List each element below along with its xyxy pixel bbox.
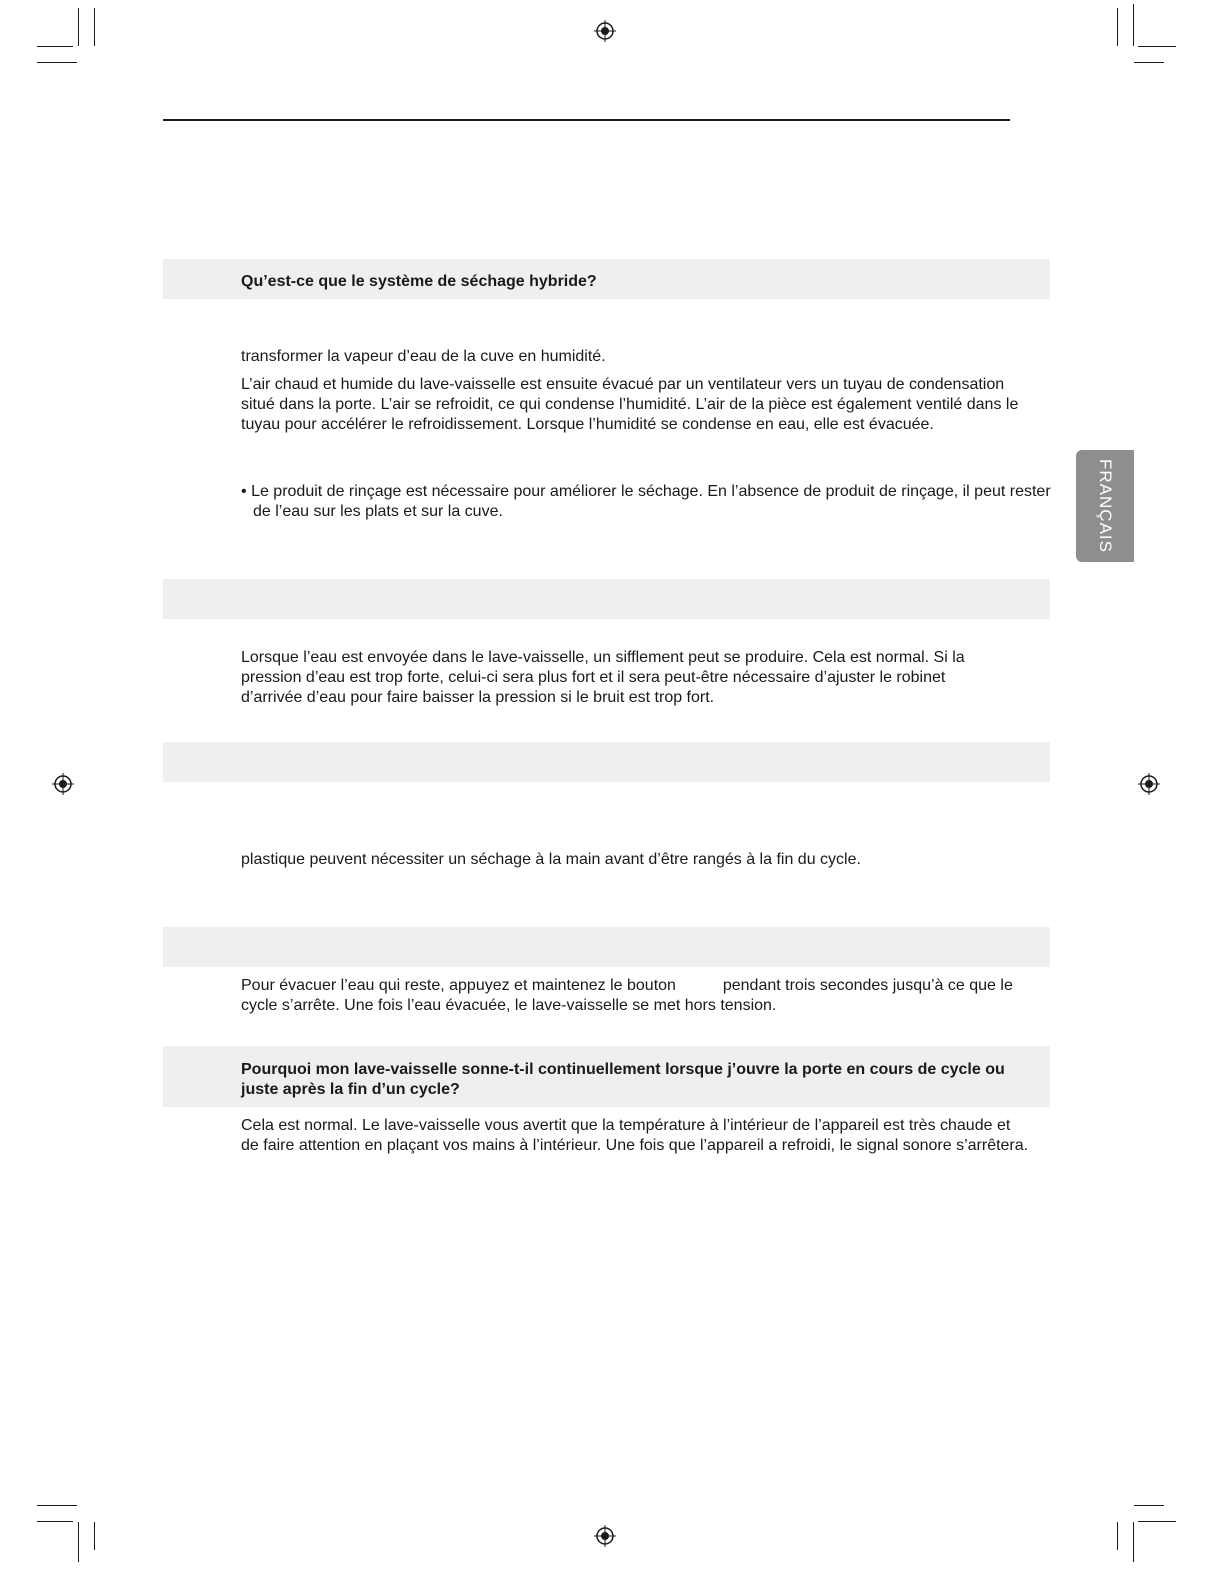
crop-mark: [1117, 8, 1118, 46]
crop-mark: [1134, 1505, 1164, 1506]
question-band-drain: [163, 927, 1050, 967]
crop-mark: [37, 1505, 77, 1506]
crop-mark: [78, 8, 79, 46]
crop-mark: [1133, 4, 1134, 46]
answer-noise-p1: Lorsque l’eau est envoyée dans le lave-vaisselle, un sifflement peut se produire. Cela est normal. Si la pression d’eau est trop forte, celui-ci sera plus fort et il sera peut-être nécessaire d’ajuster le robinet d’arrivée d’eau pour faire baisser la pression si le bruit est trop fort.: [241, 649, 965, 706]
question-beeping: Pourquoi mon lave-vaisselle sonne-t-il continuellement lorsque j’ouvre la porte en cours de cycle ou juste après la fin d’un cycle?: [241, 1061, 1005, 1098]
registration-mark-icon: [52, 773, 74, 795]
answer-drain-p1: [241, 976, 1031, 1016]
question-band-plastic: [163, 742, 1050, 782]
answer-plastic-p1: plastique peuvent nécessiter un séchage à la main avant d’être rangés à la fin du cycle.: [241, 851, 861, 868]
crop-mark: [1138, 1521, 1176, 1522]
drain-text-after: pendant trois secondes jusqu’à ce que le cycle s’arrête. Une fois l’eau évacuée, le lave-vaisselle se met hors tension.: [241, 977, 1013, 1014]
crop-mark: [94, 8, 95, 46]
registration-mark-icon: [594, 1525, 616, 1547]
answer-hybrid-p1: transformer la vapeur d’eau de la cuve en humidité.: [241, 348, 606, 365]
crop-mark: [1134, 62, 1164, 63]
answer-beep-p1: Cela est normal. Le lave-vaisselle vous avertit que la température à l’intérieur de l’appareil est très chaude et de faire attention en plaçant vos mains à l’intérieur. Une fois que l’appareil a refroidi, le signal sonore s’arrêtera.: [241, 1117, 1029, 1154]
registration-mark-icon: [594, 20, 616, 42]
drain-text-before: Pour évacuer l’eau qui reste, appuyez et maintenez le bouton: [241, 977, 676, 994]
crop-mark: [37, 46, 73, 47]
crop-mark: [1117, 1522, 1118, 1550]
answer-hybrid-p2: L’air chaud et humide du lave-vaisselle est ensuite évacué par un ventilateur vers un tuyau de condensation situé dans la porte. L’air se refroidit, ce qui condense l’humidité. L’air de la pièce est également ventilé dans le tuyau pour accélérer le refroidissement. Lorsque l’humidité se condense en eau, elle est évacuée.: [241, 376, 1019, 433]
bullet-symbol: •: [241, 483, 247, 500]
header-rule: [163, 119, 1010, 121]
crop-mark: [1138, 46, 1176, 47]
crop-mark: [78, 1522, 79, 1562]
crop-mark: [1133, 1522, 1134, 1562]
crop-mark: [94, 1522, 95, 1550]
question-hybrid-drying: Qu’est-ce que le système de séchage hybride?: [241, 273, 597, 290]
rinse-aid-note-text: Le produit de rinçage est nécessaire pour améliorer le séchage. En l’absence de produit de rinçage, il peut rester de l’eau sur les plats et sur la cuve.: [251, 483, 1051, 520]
registration-mark-icon: [1138, 773, 1160, 795]
language-tab-label: FRANÇAIS: [1096, 459, 1115, 553]
rinse-aid-note: [241, 482, 1053, 522]
language-side-tab: [1076, 450, 1134, 562]
crop-mark: [37, 1521, 73, 1522]
question-band-noise: [163, 579, 1050, 619]
crop-mark: [37, 62, 77, 63]
